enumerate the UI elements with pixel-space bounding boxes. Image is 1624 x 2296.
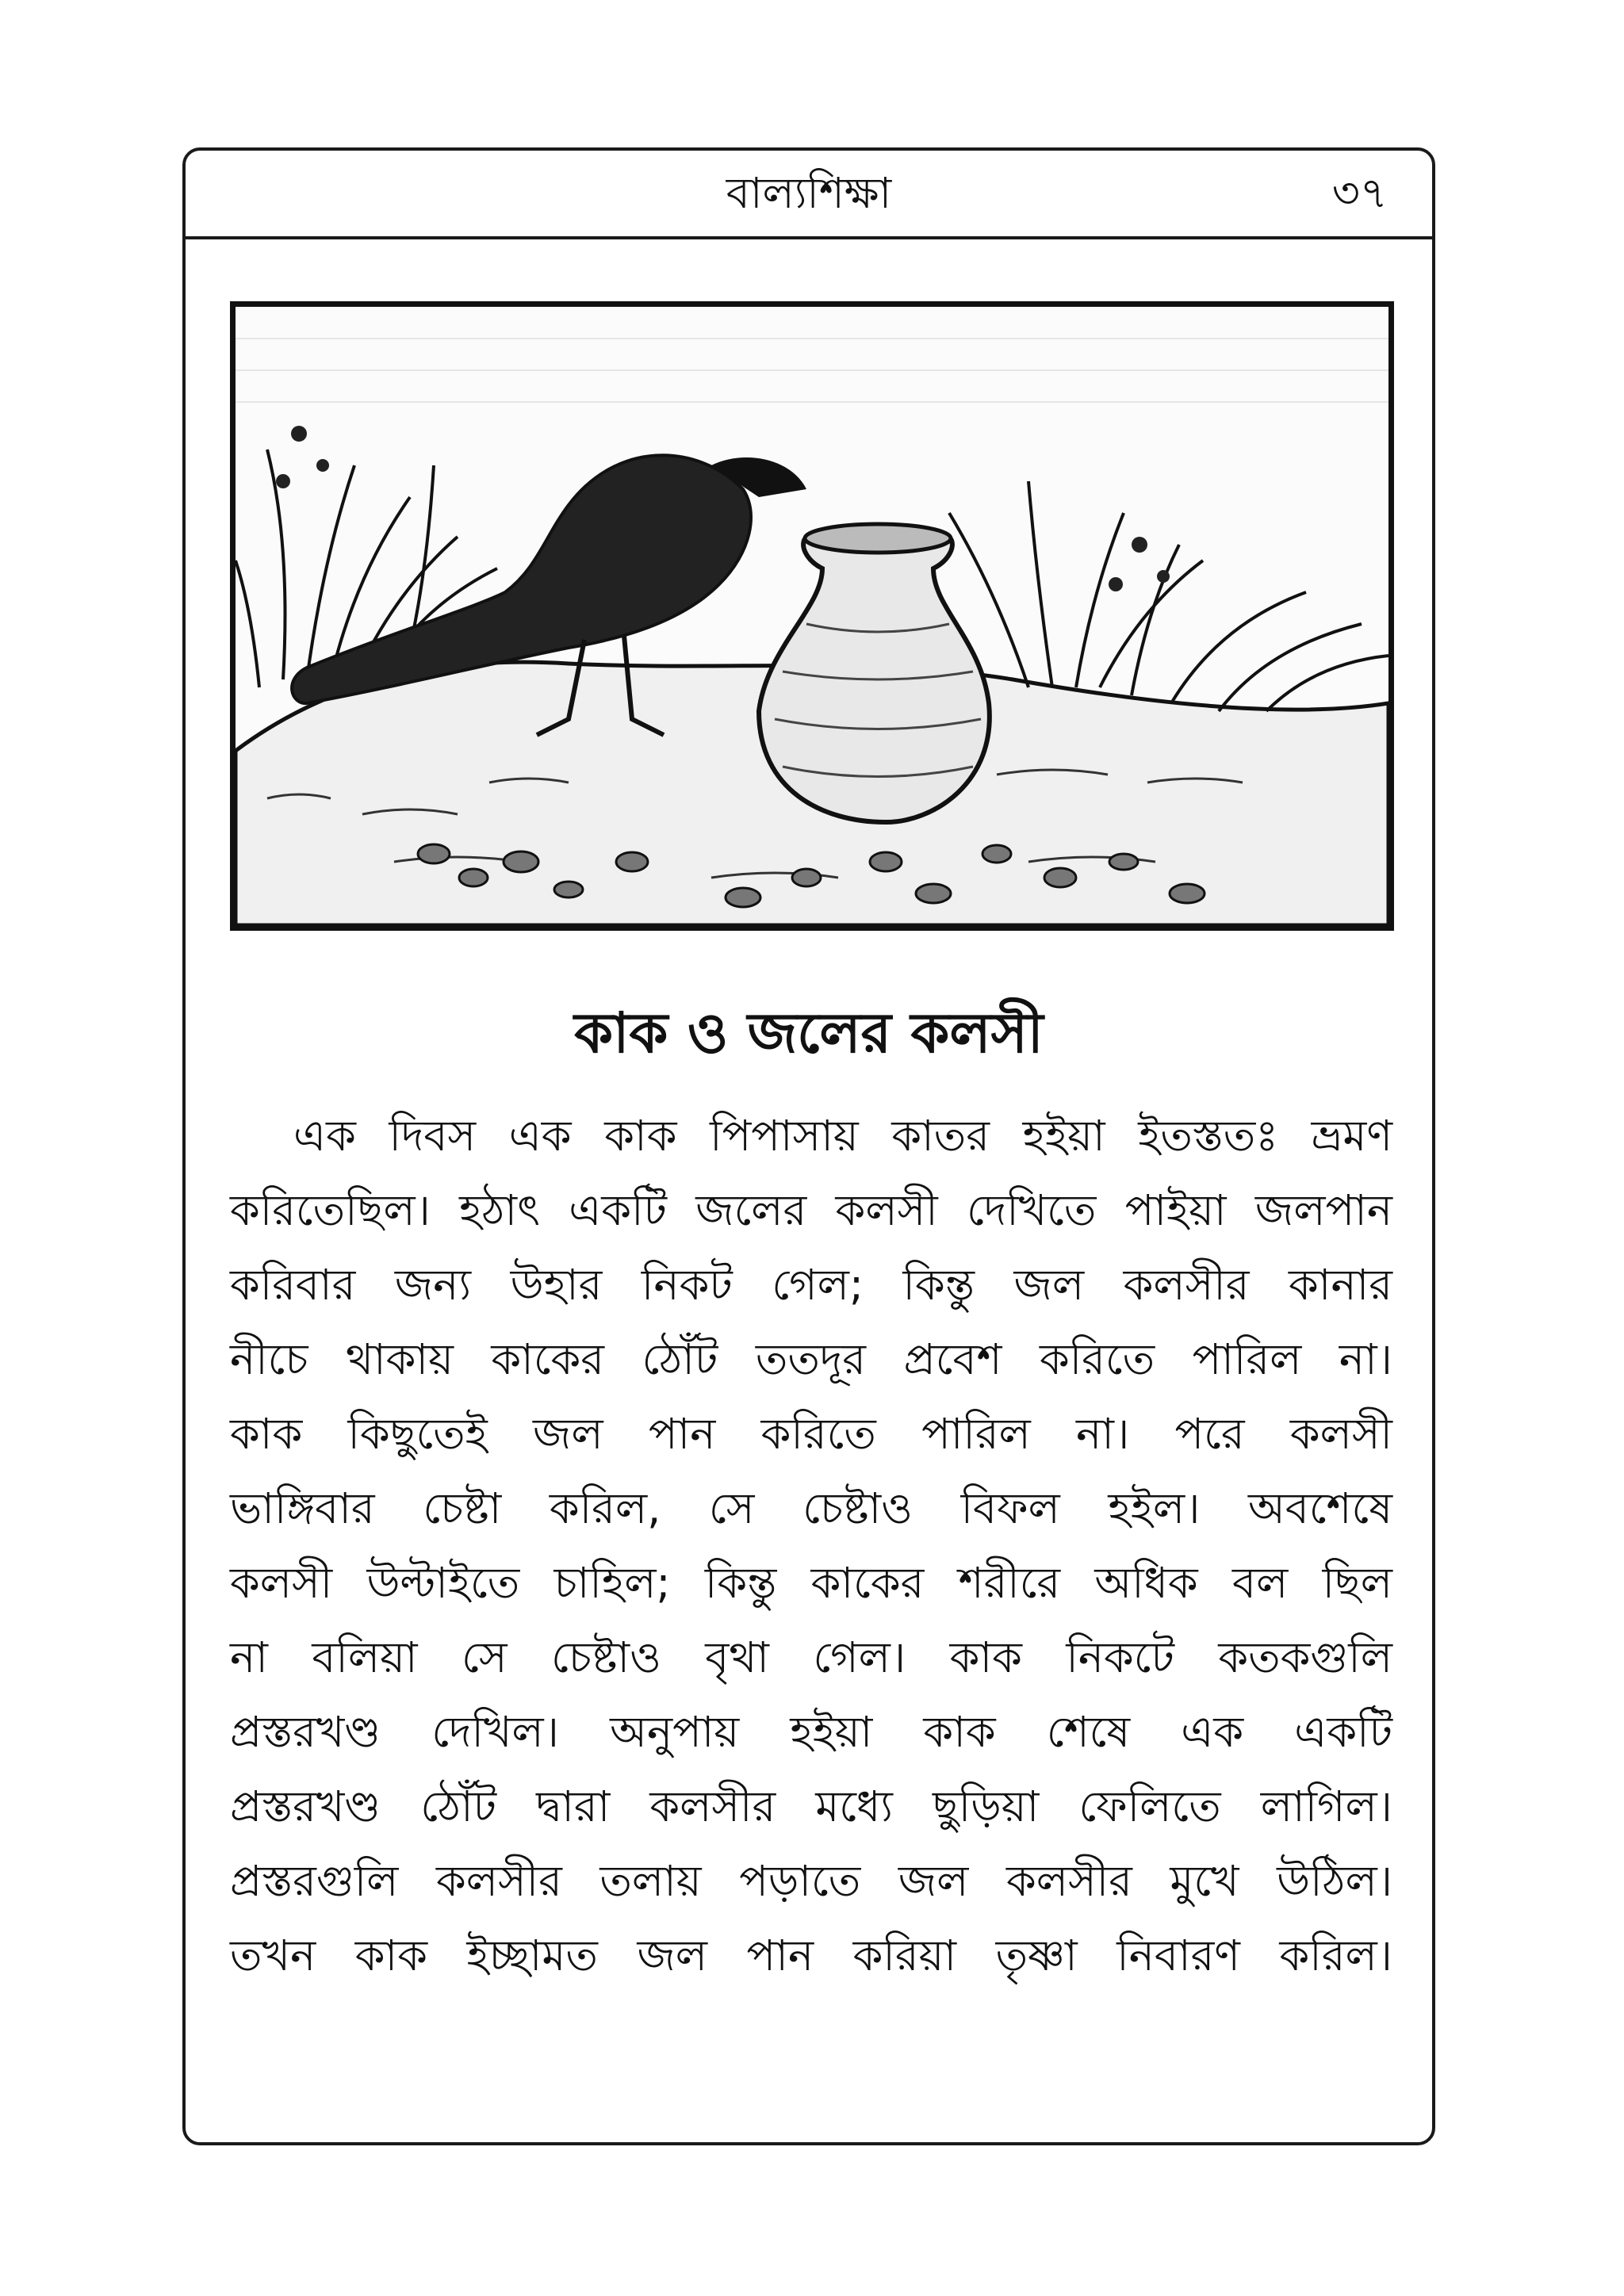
woodcut-drawing xyxy=(236,307,1388,925)
story-line: তখন কাক ইচ্ছামত জল পান করিয়া তৃষ্ণা নিবারণ করিল। xyxy=(230,1931,1392,1980)
story-line: করিবার জন্য উহার নিকট গেল; কিন্তু জল কলসীর কানার xyxy=(230,1260,1392,1310)
story-line: প্রস্তরগুলি কলসীর তলায় পড়াতে জল কলসীর মুখে উঠিল। xyxy=(230,1856,1392,1906)
page-header xyxy=(186,151,1432,239)
story-line: কাক কিছুতেই জল পান করিতে পারিল না। পরে কলসী xyxy=(230,1409,1392,1459)
story-line: এক দিবস এক কাক পিপাসায় কাতর হইয়া ইতস্ততঃ ভ্রমণ xyxy=(293,1111,1392,1161)
story-line: কলসী উল্টাইতে চাহিল; কিন্তু কাকের শরীরে অধিক বল ছিল xyxy=(230,1558,1392,1608)
story-body xyxy=(230,1099,1392,1993)
page-frame xyxy=(182,147,1435,2145)
story-line: না বলিয়া সে চেষ্টাও বৃথা গেল। কাক নিকটে কতকগুলি xyxy=(230,1632,1392,1682)
story-line: প্রস্তরখণ্ড দেখিল। অনুপায় হইয়া কাক শেষে এক একটি xyxy=(230,1707,1392,1757)
crow-and-pitcher-illustration xyxy=(230,301,1394,931)
story-line: প্রস্তরখণ্ড ঠোঁট দ্বারা কলসীর মধ্যে ছুড়িয়া ফেলিতে লাগিল। xyxy=(230,1781,1392,1831)
story-line: নীচে থাকায় কাকের ঠোঁট ততদূর প্রবেশ করিতে পারিল না। xyxy=(230,1334,1392,1384)
story-title: কাক ও জলের কলসী xyxy=(574,1001,1044,1066)
book-title: বাল্যশিক্ষা xyxy=(726,168,892,218)
story-line: করিতেছিল। হঠাৎ একটি জলের কলসী দেখিতে পাইয়া জলপান xyxy=(230,1185,1392,1235)
page-number: ৩৭ xyxy=(1331,168,1388,218)
story-line: ভাঙ্গিবার চেষ্টা করিল, সে চেষ্টাও বিফল হইল। অবশেষে xyxy=(230,1483,1392,1533)
